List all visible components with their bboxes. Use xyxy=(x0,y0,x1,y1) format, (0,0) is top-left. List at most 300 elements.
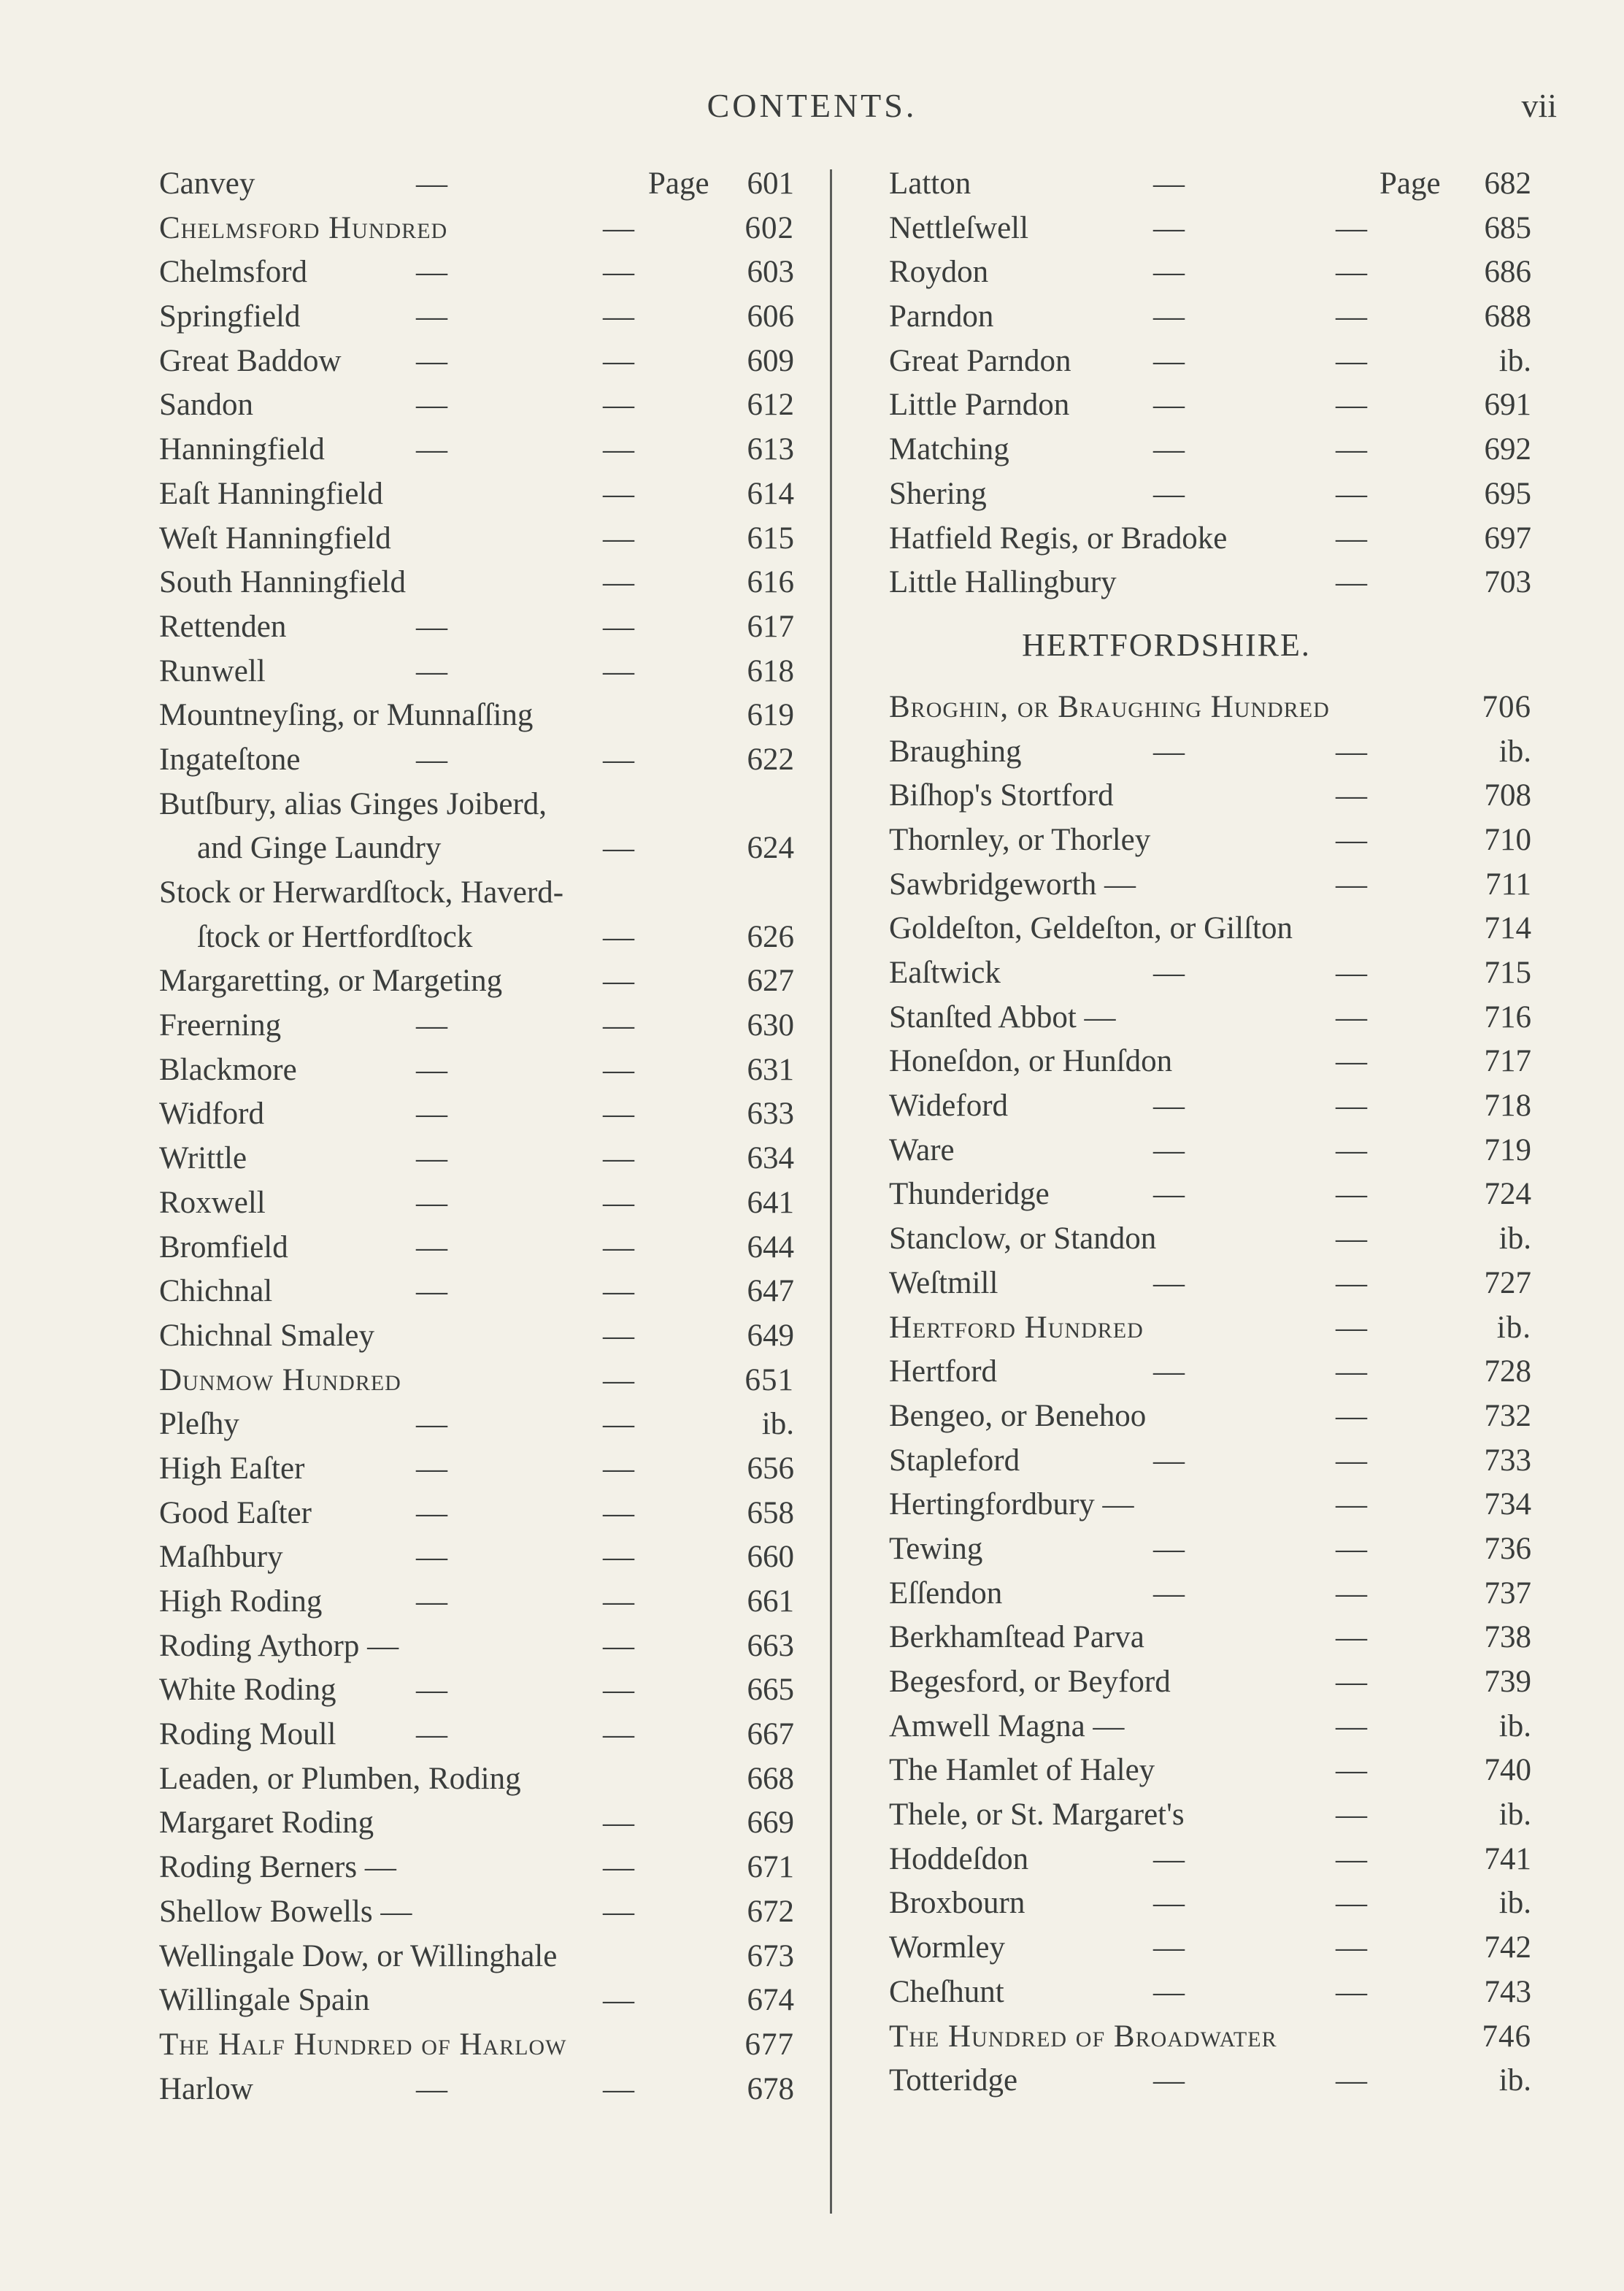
leader-dash: — xyxy=(603,1407,634,1442)
place-label: Roding Berners — xyxy=(159,1850,396,1885)
page-ref: 714 xyxy=(1484,911,1531,946)
page-ref: 739 xyxy=(1484,1665,1531,1699)
contents-entry xyxy=(889,2015,1531,2060)
contents-entry xyxy=(159,1402,794,1447)
contents-entry xyxy=(159,1092,794,1137)
leader-dash: — xyxy=(416,1141,447,1176)
leader-dash: — xyxy=(1336,734,1367,769)
contents-entry xyxy=(159,826,794,871)
leader-dash: — xyxy=(1153,432,1185,467)
contents-entry xyxy=(159,1624,794,1669)
contents-entry xyxy=(159,2023,794,2068)
place-label: Chichnal Smaley xyxy=(159,1318,374,1353)
place-label: Maſhbury xyxy=(159,1540,283,1575)
contents-entry xyxy=(159,207,794,251)
page-ref: 665 xyxy=(747,1673,794,1708)
place-label: Weſt Hanningfield xyxy=(159,521,391,556)
place-label: Stanſted Abbot — xyxy=(889,999,1116,1035)
hundred-label: Broghin, or Braughing Hundred xyxy=(889,689,1330,724)
hundred-label: Chelmsford Hundred xyxy=(159,210,448,245)
contents-entry xyxy=(159,916,794,960)
place-label: Little Parndon xyxy=(889,388,1070,423)
contents-entry xyxy=(889,1173,1531,1217)
page-ref: ib. xyxy=(1498,1708,1531,1743)
leader-dash: — xyxy=(416,1540,447,1575)
place-label: Goldeſton, Geldeſton, or Gilſton xyxy=(889,911,1293,946)
leader-dash: — xyxy=(1336,1221,1367,1256)
contents-entry xyxy=(889,1660,1531,1705)
page-ref: 711 xyxy=(1485,867,1531,902)
contents-entry xyxy=(159,1492,794,1536)
contents-entry xyxy=(159,694,794,738)
leader-dash: — xyxy=(1153,343,1185,378)
page-ref: 708 xyxy=(1484,778,1531,813)
place-label: Blackmore xyxy=(159,1052,297,1087)
leader-dash: — xyxy=(603,653,634,688)
page-ref: 686 xyxy=(1484,255,1531,290)
contents-entry xyxy=(159,2068,794,2112)
contents-entry xyxy=(159,959,794,1004)
contents-entry xyxy=(889,383,1531,428)
leader-dash: — xyxy=(603,343,634,378)
place-label: Writtle xyxy=(159,1141,247,1176)
page-ref: 677 xyxy=(744,2027,794,2062)
place-label: Amwell Magna — xyxy=(889,1708,1125,1743)
leader-dash: — xyxy=(603,255,634,290)
leader-dash: — xyxy=(1153,255,1185,290)
place-label: Hertingfordbury — xyxy=(889,1487,1134,1522)
leader-dash: — xyxy=(416,388,447,423)
place-label: Shellow Bowells — xyxy=(159,1894,412,1929)
contents-entry xyxy=(889,1129,1531,1173)
place-label: Good Eaſter xyxy=(159,1495,312,1530)
leader-dash: — xyxy=(1336,1841,1367,1876)
leader-dash: — xyxy=(603,1540,634,1575)
leader-dash: — xyxy=(603,1451,634,1486)
contents-entry xyxy=(159,295,794,339)
leader-dash: — xyxy=(1153,1132,1185,1167)
page-ref: ib. xyxy=(1498,2063,1531,2098)
leader-dash: — xyxy=(1336,1487,1367,1522)
place-label: ſtock or Hertfordſtock xyxy=(197,919,473,954)
contents-entry xyxy=(159,1359,794,1403)
leader-dash: — xyxy=(1336,476,1367,511)
page-ref: 660 xyxy=(747,1540,794,1575)
page-ref: 602 xyxy=(744,210,794,245)
place-label: Thornley, or Thorley xyxy=(889,822,1151,857)
leader-dash: — xyxy=(1336,1310,1368,1345)
place-label: Wormley xyxy=(889,1930,1005,1965)
place-label: Stock or Herwardſtock, Haverd- xyxy=(159,875,564,910)
page-ref: 733 xyxy=(1484,1443,1531,1478)
contents-entry xyxy=(889,1616,1531,1660)
leader-dash: — xyxy=(603,1097,634,1132)
place-label: Willingale Spain xyxy=(159,1983,370,2018)
contents-entry xyxy=(159,1935,794,1979)
contents-entry xyxy=(159,1668,794,1713)
contents-entry xyxy=(889,250,1531,295)
page-ref: 672 xyxy=(747,1894,794,1929)
page-ref: 627 xyxy=(747,964,794,999)
place-label: White Roding xyxy=(159,1673,336,1708)
page-ref: 746 xyxy=(1482,2019,1531,2054)
page-label: Page xyxy=(1379,166,1441,201)
contents-entry xyxy=(889,1705,1531,1749)
contents-entry xyxy=(889,686,1531,730)
leader-dash: — xyxy=(416,1451,447,1486)
page-ref: 656 xyxy=(747,1451,794,1486)
leader-dash: — xyxy=(416,1495,447,1530)
leader-dash: — xyxy=(416,1097,447,1132)
page-ref: 695 xyxy=(1484,476,1531,511)
leader-dash: — xyxy=(416,653,447,688)
place-label: Roydon xyxy=(889,255,989,290)
leader-dash: — xyxy=(603,609,634,644)
contents-entry xyxy=(889,1394,1531,1439)
page-ref: ib. xyxy=(1498,1797,1531,1833)
place-label: Little Hallingbury xyxy=(889,565,1117,600)
page-ref: 631 xyxy=(747,1052,794,1087)
leader-dash: — xyxy=(1336,1354,1367,1389)
contents-entry xyxy=(159,1270,794,1314)
place-label: Thunderidge xyxy=(889,1177,1050,1212)
leader-dash: — xyxy=(603,1052,634,1087)
page-ref: 615 xyxy=(747,521,794,556)
place-label: Leaden, or Plumben, Roding xyxy=(159,1761,521,1796)
hundred-label: Dunmow Hundred xyxy=(159,1362,401,1397)
leader-dash: — xyxy=(416,432,447,467)
place-label: Stapleford xyxy=(889,1443,1020,1478)
contents-entry xyxy=(889,472,1531,517)
page-ref: 717 xyxy=(1484,1044,1531,1079)
place-label: Tewing xyxy=(889,1531,983,1566)
leader-dash: — xyxy=(603,1318,634,1353)
page-ref: 732 xyxy=(1484,1398,1531,1433)
page-ref: 617 xyxy=(747,609,794,644)
contents-entry xyxy=(159,1226,794,1270)
leader-dash: — xyxy=(1153,956,1185,990)
contents-entry xyxy=(159,783,794,827)
place-label: Begesford, or Beyford xyxy=(889,1665,1171,1699)
leader-dash: — xyxy=(416,609,447,644)
leader-dash: — xyxy=(603,1185,634,1220)
place-label: Shering xyxy=(889,476,987,511)
contents-entry xyxy=(159,650,794,694)
contents-entry xyxy=(889,517,1531,561)
place-label: Parndon xyxy=(889,299,994,334)
contents-entry xyxy=(889,1926,1531,1970)
page-ref: 647 xyxy=(747,1274,794,1309)
place-label: Eſſendon xyxy=(889,1576,1003,1611)
contents-entry xyxy=(159,1580,794,1624)
contents-entry xyxy=(889,774,1531,818)
contents-entry xyxy=(159,1890,794,1935)
contents-entry xyxy=(159,1535,794,1580)
page-ref: ib. xyxy=(1496,1310,1531,1345)
contents-entry xyxy=(159,250,794,295)
page-ref: 644 xyxy=(747,1229,794,1265)
place-label: The Hamlet of Haley xyxy=(889,1753,1155,1788)
page-ref: 626 xyxy=(747,919,794,954)
leader-dash: — xyxy=(1153,1841,1185,1876)
place-label: Ingateſtone xyxy=(159,742,301,777)
contents-entry xyxy=(889,1970,1531,2015)
page-ref: 734 xyxy=(1484,1487,1531,1522)
leader-dash: — xyxy=(416,1274,447,1309)
page-ref: 651 xyxy=(744,1362,794,1397)
contents-entry xyxy=(889,1084,1531,1129)
page-title: CONTENTS. xyxy=(707,87,917,124)
leader-dash: — xyxy=(1336,1443,1367,1478)
county-heading: HERTFORDSHIRE. xyxy=(1022,626,1311,663)
leader-dash: — xyxy=(416,2071,447,2106)
page-ref: 738 xyxy=(1484,1620,1531,1655)
page-ref: 715 xyxy=(1484,956,1531,990)
contents-entry xyxy=(159,1004,794,1048)
leader-dash: — xyxy=(1336,999,1367,1035)
contents-entry xyxy=(889,863,1531,907)
leader-dash: — xyxy=(1336,1177,1367,1212)
place-label: Roding Aythorp — xyxy=(159,1628,399,1663)
leader-dash: — xyxy=(603,565,634,600)
leader-dash: — xyxy=(416,1407,447,1442)
leader-dash: — xyxy=(1336,1620,1367,1655)
contents-entry xyxy=(159,428,794,472)
page-ref: 710 xyxy=(1484,822,1531,857)
leader-dash: — xyxy=(416,1229,447,1265)
contents-entry xyxy=(159,1314,794,1359)
contents-entry xyxy=(889,1793,1531,1838)
place-label: Eaſtwick xyxy=(889,956,1001,990)
place-label: Roding Moull xyxy=(159,1717,336,1752)
contents-entry xyxy=(889,730,1531,775)
place-label: High Roding xyxy=(159,1584,323,1619)
leader-dash: — xyxy=(1153,1089,1185,1124)
leader-dash: — xyxy=(1336,1886,1367,1921)
contents-entry xyxy=(159,1713,794,1757)
contents-entry xyxy=(889,818,1531,863)
page-ref: 601 xyxy=(747,166,794,201)
place-label: Mountneyſing, or Munnaſſing xyxy=(159,698,534,733)
contents-entry xyxy=(889,907,1531,951)
leader-dash: — xyxy=(1153,210,1185,245)
leader-dash: — xyxy=(416,166,447,201)
page-ref: ib. xyxy=(1498,1221,1531,1256)
page-ref: 728 xyxy=(1484,1354,1531,1389)
place-label: Totteridge xyxy=(889,2063,1018,2098)
leader-dash: — xyxy=(1153,476,1185,511)
leader-dash: — xyxy=(416,1584,447,1619)
leader-dash: — xyxy=(603,919,634,954)
page-ref: 619 xyxy=(747,698,794,733)
leader-dash: — xyxy=(603,1628,634,1663)
page-ref: 692 xyxy=(1484,432,1531,467)
leader-dash: — xyxy=(1153,166,1185,201)
page-ref: 697 xyxy=(1484,521,1531,556)
page-ref: 618 xyxy=(747,653,794,688)
leader-dash: — xyxy=(1336,1089,1367,1124)
leader-dash: — xyxy=(1336,432,1367,467)
place-label: Sawbridgeworth — xyxy=(889,867,1136,902)
page-number: vii xyxy=(1521,87,1557,124)
place-label: Thele, or St. Margaret's xyxy=(889,1797,1185,1833)
leader-dash: — xyxy=(603,1894,634,1929)
column-divider xyxy=(830,169,832,2214)
leader-dash: — xyxy=(603,742,634,777)
leader-dash: — xyxy=(1336,1930,1367,1965)
leader-dash: — xyxy=(1336,1044,1367,1079)
place-label: South Hanningfield xyxy=(159,565,406,600)
contents-entry xyxy=(159,1979,794,2023)
page-ref: 716 xyxy=(1484,999,1531,1035)
page-ref: 609 xyxy=(747,343,794,378)
leader-dash: — xyxy=(603,299,634,334)
place-label: Runwell xyxy=(159,653,266,688)
place-label: Wideford xyxy=(889,1089,1009,1124)
leader-dash: — xyxy=(1153,1930,1185,1965)
leader-dash: — xyxy=(1153,1443,1185,1478)
contents-entry xyxy=(159,162,794,207)
leader-dash: — xyxy=(603,2071,634,2106)
page-ref: 663 xyxy=(747,1628,794,1663)
place-label: Freerning xyxy=(159,1008,282,1043)
leader-dash: — xyxy=(603,1805,634,1841)
place-label: High Eaſter xyxy=(159,1451,305,1486)
leader-dash: — xyxy=(603,1229,634,1265)
page-ref: 718 xyxy=(1484,1089,1531,1124)
place-label: Harlow xyxy=(159,2071,253,2106)
place-label: Springfield xyxy=(159,299,301,334)
page-ref: 669 xyxy=(747,1805,794,1841)
place-label: Biſhop's Stortford xyxy=(889,778,1114,813)
contents-entry xyxy=(889,1306,1531,1351)
leader-dash: — xyxy=(1336,210,1367,245)
place-label: Chelmsford xyxy=(159,255,308,290)
page-ref: 724 xyxy=(1484,1177,1531,1212)
page-ref: 682 xyxy=(1484,166,1531,201)
leader-dash: — xyxy=(416,255,447,290)
leader-dash: — xyxy=(1336,299,1367,334)
place-label: Pleſhy xyxy=(159,1407,239,1442)
page-ref: 671 xyxy=(747,1850,794,1885)
place-label: Weſtmill xyxy=(889,1265,998,1300)
leader-dash: — xyxy=(603,432,634,467)
contents-entry xyxy=(889,295,1531,339)
place-label: Berkhamſtead Parva xyxy=(889,1620,1144,1655)
leader-dash: — xyxy=(1336,388,1367,423)
contents-entry xyxy=(159,339,794,384)
leader-dash: — xyxy=(603,1362,635,1397)
contents-entry xyxy=(889,428,1531,472)
contents-entry xyxy=(159,1048,794,1093)
leader-dash: — xyxy=(1153,1531,1185,1566)
contents-entry xyxy=(159,1757,794,1802)
page-ref: 678 xyxy=(747,2071,794,2106)
page-ref: 613 xyxy=(747,432,794,467)
leader-dash: — xyxy=(416,1052,447,1087)
leader-dash: — xyxy=(1336,1753,1367,1788)
contents-entry xyxy=(159,1181,794,1226)
page-ref: ib. xyxy=(1498,1886,1531,1921)
leader-dash: — xyxy=(1336,822,1367,857)
contents-entry xyxy=(159,1447,794,1492)
place-label: Cheſhunt xyxy=(889,1974,1004,2009)
page-ref: ib. xyxy=(761,1407,794,1442)
leader-dash: — xyxy=(1336,343,1367,378)
page-ref: 703 xyxy=(1484,565,1531,600)
contents-entry xyxy=(889,1572,1531,1616)
leader-dash: — xyxy=(603,964,634,999)
leader-dash: — xyxy=(1336,521,1367,556)
contents-entry xyxy=(889,561,1531,605)
leader-dash: — xyxy=(416,742,447,777)
contents-entry xyxy=(889,951,1531,996)
page-ref: 658 xyxy=(747,1495,794,1530)
leader-dash: — xyxy=(416,1008,447,1043)
leader-dash: — xyxy=(1336,1974,1367,2009)
contents-entry xyxy=(889,1749,1531,1793)
contents-entry xyxy=(159,738,794,783)
leader-dash: — xyxy=(416,343,447,378)
hundred-label: The Half Hundred of Harlow xyxy=(159,2027,567,2062)
contents-column-right xyxy=(889,162,1531,2103)
page-ref: 706 xyxy=(1482,689,1531,724)
leader-dash: — xyxy=(416,1673,447,1708)
place-label: Honeſdon, or Hunſdon xyxy=(889,1044,1173,1079)
contents-entry xyxy=(889,1483,1531,1527)
place-label: Eaſt Hanningfield xyxy=(159,476,383,511)
page-ref: 667 xyxy=(747,1717,794,1752)
leader-dash: — xyxy=(1336,867,1367,902)
contents-entry xyxy=(889,1040,1531,1084)
contents-entry xyxy=(889,1262,1531,1306)
leader-dash: — xyxy=(1336,255,1367,290)
page-ref: 741 xyxy=(1484,1841,1531,1876)
page-ref: 649 xyxy=(747,1318,794,1353)
contents-entry xyxy=(889,1439,1531,1484)
leader-dash: — xyxy=(1336,1665,1367,1699)
page-ref: 668 xyxy=(747,1761,794,1796)
leader-dash: — xyxy=(1336,1708,1367,1743)
place-label: Braughing xyxy=(889,734,1022,769)
leader-dash: — xyxy=(1153,1177,1185,1212)
leader-dash: — xyxy=(1336,1265,1367,1300)
page-ref: 641 xyxy=(747,1185,794,1220)
page-ref: 743 xyxy=(1484,1974,1531,2009)
contents-entry xyxy=(889,1527,1531,1572)
leader-dash: — xyxy=(603,1141,634,1176)
place-label: Chichnal xyxy=(159,1274,273,1309)
place-label: Widford xyxy=(159,1097,264,1132)
leader-dash: — xyxy=(1153,2063,1185,2098)
page-ref: 606 xyxy=(747,299,794,334)
leader-dash: — xyxy=(416,1717,447,1752)
place-label: Nettleſwell xyxy=(889,210,1029,245)
leader-dash: — xyxy=(603,1008,634,1043)
contents-entry xyxy=(159,1801,794,1846)
page-ref: 614 xyxy=(747,476,794,511)
place-label: Bromfield xyxy=(159,1229,288,1265)
leader-dash: — xyxy=(1336,778,1367,813)
contents-entry xyxy=(889,207,1531,251)
contents-entry xyxy=(159,871,794,916)
page-ref: 727 xyxy=(1484,1265,1531,1300)
leader-dash: — xyxy=(603,1495,634,1530)
leader-dash: — xyxy=(1153,1886,1185,1921)
page-ref: 634 xyxy=(747,1141,794,1176)
contents-entry xyxy=(159,517,794,561)
page-ref: 674 xyxy=(747,1983,794,2018)
